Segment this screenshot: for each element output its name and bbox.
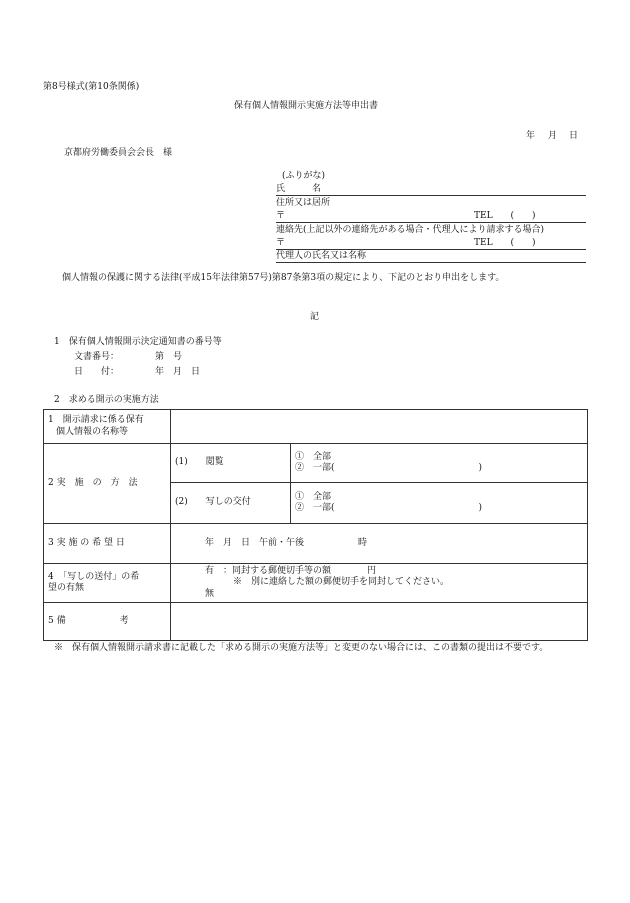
address-label: 住所又は居所 [276, 198, 331, 208]
method1-options[interactable] [291, 444, 588, 483]
ki-heading: 記 [310, 312, 320, 322]
section2-heading: 2 求める開示の実施方法 [54, 395, 159, 405]
row4-value[interactable] [171, 564, 588, 603]
address-underline [276, 222, 586, 223]
method2-option-all[interactable]: ① 全部 [295, 491, 332, 502]
row3-value[interactable] [171, 524, 588, 564]
row5-label: 5 備 考 [44, 603, 171, 641]
intro-paragraph: 個人情報の保護に関する法律(平成15年法律第57号)第87条第3項の規定により、下記のとおり申出をします。 [62, 273, 505, 283]
contact-underline [276, 249, 586, 250]
row3-label: 3 実 施 の 希 望 日 [44, 524, 171, 564]
method2-options[interactable] [291, 483, 588, 524]
section1-heading: 1 保有個人情報開示決定通知書の番号等 [54, 337, 222, 347]
table-row [44, 410, 588, 444]
name-label: 氏 名 [276, 184, 322, 194]
row1-value[interactable] [171, 410, 588, 444]
method-table [43, 409, 588, 641]
table-row [44, 603, 588, 641]
row1-label [44, 410, 171, 444]
date-day: 日 [569, 131, 579, 141]
furigana-label: (ふりがな) [282, 171, 326, 181]
table-row [44, 524, 588, 564]
row4-label-line2: 望の有無 [48, 583, 85, 593]
postal-mark-2: 〒 [276, 238, 286, 248]
agent-underline [276, 262, 586, 263]
doc-number-label: 文書番号： [74, 352, 120, 362]
form-number: 第8号様式(第10条関係) [43, 82, 140, 92]
addressee: 京都府労働委員会会長 様 [64, 148, 173, 158]
row4-label [44, 564, 171, 603]
method1-option-part[interactable]: ② 一部( ) [295, 463, 483, 473]
contact-label: 連絡先(上記以外の連絡先がある場合・代理人により請求する場合) [276, 225, 545, 235]
doc-date-value: 年 月 日 [155, 367, 201, 377]
method1-option-all[interactable]: ① 全部 [295, 451, 332, 462]
date-month: 月 [548, 131, 558, 141]
table-row [44, 564, 588, 603]
name-underline [276, 195, 586, 196]
footnote: ※ 保有個人情報開示請求書に記載した「求める開示の実施方法等」と変更のない場合には、この書類の提出は不要です。 [54, 643, 549, 653]
row4-yes-option[interactable]: 有 ：同封する郵便切手等の額 円 [205, 566, 377, 577]
row4-note: ※ 別に連絡した額の郵便切手を同封してください。 [233, 577, 450, 588]
date-year: 年 [526, 131, 536, 141]
row2-label [44, 444, 171, 524]
row2-label-text: 2 実 施 の 方 法 [48, 477, 138, 488]
row1-label-line1: 1 開示請求に係る保有 [48, 415, 144, 426]
doc-number-value: 第 号 [155, 352, 183, 362]
agent-label: 代理人の氏名又は名称 [276, 251, 367, 261]
row4-label-line1: 4 「写しの送付」の希 [48, 571, 140, 582]
method2-label: (2) 写しの交付 [171, 483, 291, 524]
row4-no-option[interactable]: 無 [205, 588, 215, 599]
row5-value[interactable] [171, 603, 588, 641]
method1-label: (1) 閲覧 [171, 444, 291, 483]
row3-value-text: 年 月 日 午前・午後 時 [205, 537, 368, 548]
tel-field-2: TEL ( ) [474, 238, 536, 248]
table-row [44, 444, 588, 483]
tel-field: TEL ( ) [474, 211, 536, 221]
method2-option-part[interactable]: ② 一部( ) [295, 503, 483, 513]
doc-date-label: 日 付： [74, 367, 120, 377]
row1-label-line2: 個人情報の名称等 [56, 426, 129, 437]
postal-mark: 〒 [276, 211, 286, 221]
page-title: 保有個人情報開示実施方法等申出書 [234, 101, 379, 111]
